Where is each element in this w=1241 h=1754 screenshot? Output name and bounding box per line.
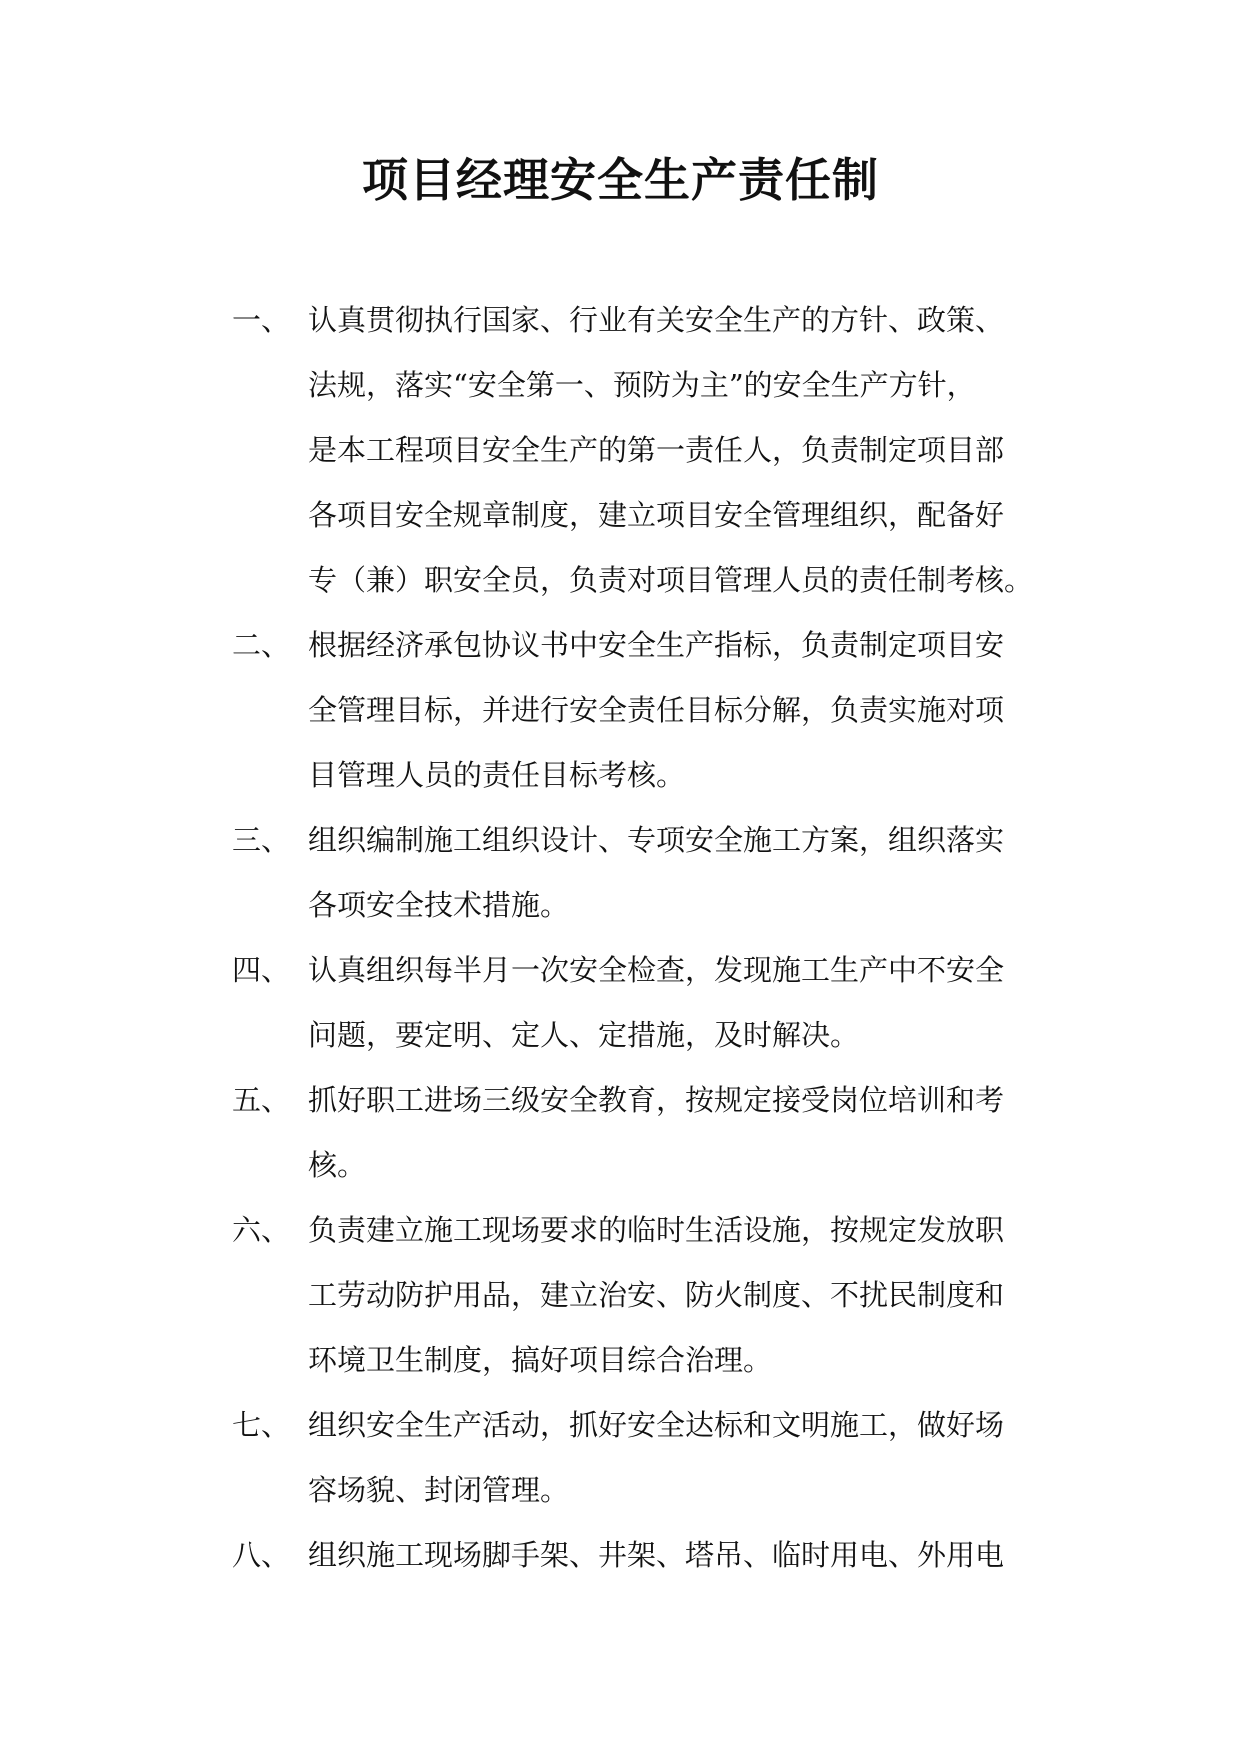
item-text bbox=[308, 1068, 1068, 1198]
item-text-line: 各项安全技术措施。 bbox=[308, 888, 570, 922]
item-text-line: 认真贯彻执行国家、行业有关安全生产的方针、政策、 bbox=[308, 303, 1005, 337]
item-text-line: 抓好职工进场三级安全教育，按规定接受岗位培训和考 bbox=[308, 1083, 1005, 1117]
item-text bbox=[308, 808, 1068, 938]
item-text-line: 容场貌、封闭管理。 bbox=[308, 1473, 570, 1507]
item-number: 一、 bbox=[232, 303, 291, 337]
item-text-line: 法规，落实“安全第一、预防为主”的安全生产方针， bbox=[308, 368, 976, 402]
item-text-line: 核。 bbox=[308, 1148, 367, 1182]
item-text bbox=[308, 1393, 1068, 1523]
item-text-line: 负责建立施工现场要求的临时生活设施，按规定发放职 bbox=[308, 1213, 1005, 1247]
item-text bbox=[308, 288, 1068, 613]
item-text-line: 问题，要定明、定人、定措施，及时解决。 bbox=[308, 1018, 860, 1052]
item-number: 七、 bbox=[232, 1408, 291, 1442]
item-number: 五、 bbox=[232, 1083, 291, 1117]
item-text bbox=[308, 1523, 1068, 1588]
item-number: 六、 bbox=[232, 1213, 291, 1247]
document-title: 项目经理安全生产责任制 bbox=[362, 153, 879, 207]
item-text bbox=[308, 613, 1068, 808]
item-text-line: 工劳动防护用品，建立治安、防火制度、不扰民制度和 bbox=[308, 1278, 1005, 1312]
item-text-line: 环境卫生制度，搞好项目综合治理。 bbox=[308, 1343, 773, 1377]
item-text-line: 组织编制施工组织设计、专项安全施工方案，组织落实 bbox=[308, 823, 1005, 857]
item-text bbox=[308, 1198, 1068, 1393]
item-number: 八、 bbox=[232, 1538, 291, 1572]
list-item bbox=[232, 288, 1112, 613]
item-number: 四、 bbox=[232, 953, 291, 987]
item-text-line: 组织施工现场脚手架、井架、塔吊、临时用电、外用电 bbox=[308, 1538, 1005, 1572]
item-text-line: 认真组织每半月一次安全检查，发现施工生产中不安全 bbox=[308, 953, 1005, 987]
list-item bbox=[232, 808, 1112, 938]
list-item bbox=[232, 938, 1112, 1068]
list-item bbox=[232, 613, 1112, 808]
item-text-line: 各项目安全规章制度，建立项目安全管理组织，配备好 bbox=[308, 498, 1005, 532]
item-text-line: 专（兼）职安全员，负责对项目管理人员的责任制考核。 bbox=[308, 563, 1034, 597]
item-text-line: 组织安全生产活动，抓好安全达标和文明施工，做好场 bbox=[308, 1408, 1005, 1442]
item-text-line: 全管理目标，并进行安全责任目标分解，负责实施对项 bbox=[308, 693, 1005, 727]
item-text-line: 目管理人员的责任目标考核。 bbox=[308, 758, 686, 792]
list-item bbox=[232, 1198, 1112, 1393]
item-text-line: 是本工程项目安全生产的第一责任人，负责制定项目部 bbox=[308, 433, 1005, 467]
item-number: 三、 bbox=[232, 823, 291, 857]
item-text bbox=[308, 938, 1068, 1068]
item-text-line: 根据经济承包协议书中安全生产指标，负责制定项目安 bbox=[308, 628, 1005, 662]
responsibility-list bbox=[232, 288, 1112, 1588]
list-item bbox=[232, 1068, 1112, 1198]
item-number: 二、 bbox=[232, 628, 291, 662]
list-item bbox=[232, 1523, 1112, 1588]
list-item bbox=[232, 1393, 1112, 1523]
